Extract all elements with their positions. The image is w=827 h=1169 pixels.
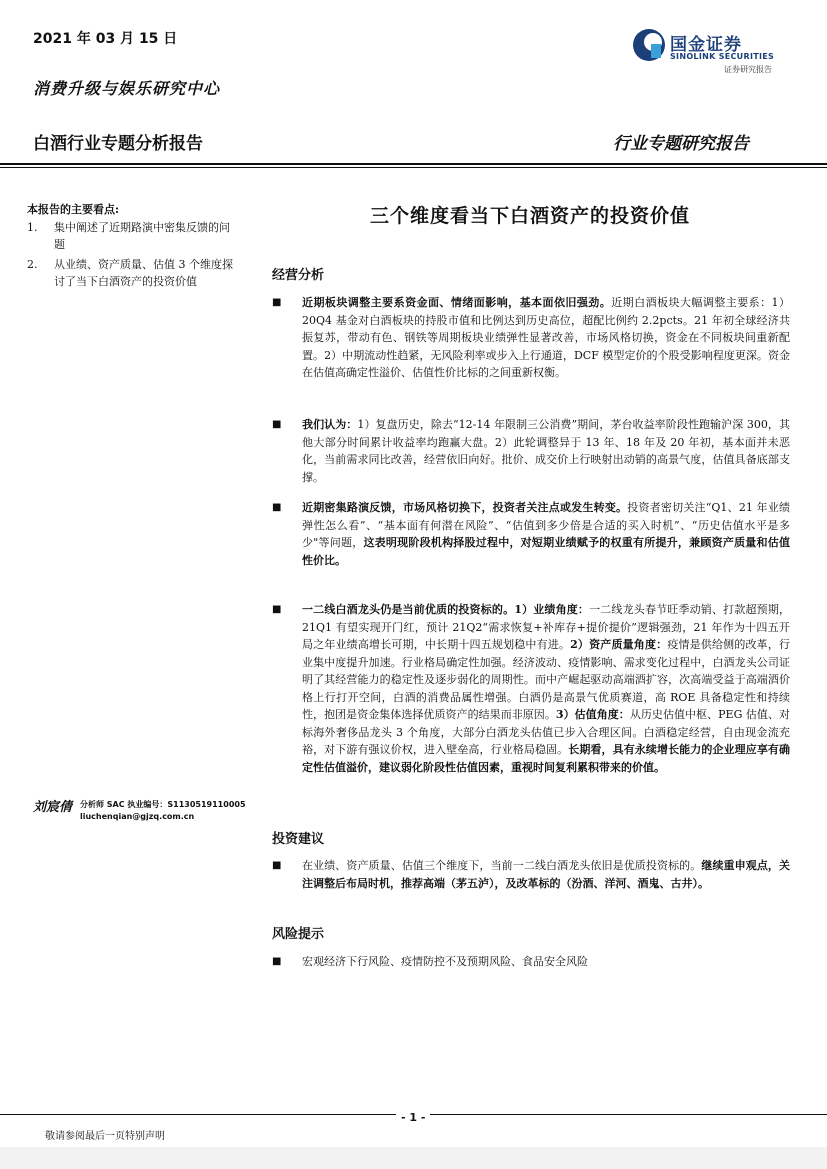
report-title: 白酒行业专题分析报告 bbox=[33, 134, 203, 154]
square-bullet-icon: ■ bbox=[272, 604, 282, 615]
square-bullet-icon: ■ bbox=[272, 297, 282, 308]
brand-name-en: SINOLINK SECURITIES bbox=[670, 52, 775, 61]
bullet-paragraph bbox=[272, 601, 790, 776]
sidebar-item bbox=[27, 256, 237, 290]
brand-logo bbox=[632, 28, 802, 76]
square-bullet-icon: ■ bbox=[272, 860, 282, 871]
bullet-paragraph bbox=[272, 953, 790, 971]
footer-disclaimer: 敬请参阅最后一页特别声明 bbox=[45, 1131, 165, 1142]
bullet-lead: 一二线白酒龙头仍是当前优质的投资标的。1）业绩角度： bbox=[302, 603, 590, 616]
analyst-license: 分析师 SAC 执业编号：S1130519110005 bbox=[80, 800, 246, 809]
sidebar-item-number: 2. bbox=[27, 258, 38, 271]
sidebar-item-text: 从业绩、资产质量、估值 3 个维度探讨了当下白酒资产的投资价值 bbox=[54, 258, 233, 288]
bullet-text: 疫情是供给侧的改革，行业集中度提升加速。行业格局确定性加强。经济波动、疫情影响、需求变化过程中，白酒龙头公司证明了其经营能力的稳定性及逐步弱化的周期性。而中产崛起驱动高端酒扩容，次高端受益于高端酒价格上行打开空间，白酒的消费品属性增强。白酒仍是高景气优质赛道，高 ROE 具备稳定性和持续性，抱团是资金集体选择优质资产的结果而非原因。 bbox=[302, 638, 791, 721]
bullet-paragraph bbox=[272, 416, 790, 486]
bullet-text: 近期白酒板块大幅调整主要系：1）20Q4 基金对白酒板块的持股市值和比例达到历史高位，超配比例约 2.2pcts。21 年初全球经济共振复苏，带动有色、钢铁等周期板块业绩弹性显著改善，市场风格切换，资金在不同板块间重新配置。2）中期流动性趋紧，无风险利率或步入上行通道，DCF 模型定价的个股受影响程度更深。资金在估值高确定性溢价、估值性价比标的之间重新权衡。 bbox=[302, 296, 791, 379]
bullet-text: 在业绩、资产质量、估值三个维度下，当前一二线白酒龙头依旧是优质投资标的。 bbox=[302, 859, 702, 872]
research-center-name: 消费升级与娱乐研究中心 bbox=[33, 79, 221, 98]
bullet-emphasis: 这表明现阶段机构择股过程中，对短期业绩赋予的权重有所提升，兼顾资产质量和估值性价比。 bbox=[302, 536, 791, 567]
bullet-lead: 我们认为： bbox=[302, 418, 358, 431]
bullet-text: 宏观经济下行风险、疫情防控不及预期风险、食品安全风险 bbox=[302, 955, 588, 968]
footer-band bbox=[0, 1147, 827, 1169]
bullet-lead: 近期板块调整主要系资金面、情绪面影响，基本面依旧强劲。 bbox=[302, 296, 612, 309]
sinolink-logo-icon bbox=[632, 28, 666, 62]
bullet-emphasis: 继续重申观点，关注调整后布局时机，推荐高端（茅五泸），及改革标的（汾酒、洋河、酒鬼、古井）。 bbox=[302, 859, 791, 890]
bullet-paragraph bbox=[272, 294, 790, 382]
analyst-name: 刘宸倩 bbox=[33, 800, 73, 815]
bullet-text: 投资者密切关注“Q1、21 年业绩弹性怎么看”、“基本面有何潜在风险”、“估值到多少倍是合适的买入时机”、“历史估值水平是多少"等问题， bbox=[302, 501, 790, 549]
bullet-text: 从历史估值中枢、PEG 估值、对标海外奢侈品龙头 3 个角度，大部分白酒龙头估值已步入合理区间。白酒稳定经营，自由现金流充裕，对下游有强议价权，进入壁垒高，行业格局稳固。 bbox=[302, 708, 791, 756]
bullet-emphasis: 长期看，具有永续增长能力的企业理应享有确定性估值溢价，建议弱化阶段性估值因素，重视时间复利累积带来的价值。 bbox=[302, 743, 791, 774]
square-bullet-icon: ■ bbox=[272, 502, 282, 513]
section-heading-advice: 投资建议 bbox=[272, 832, 325, 847]
analyst-info bbox=[80, 799, 246, 823]
analyst-email: liuchenqian@gjzq.com.cn bbox=[80, 812, 195, 821]
bullet-text: 一二线龙头春节旺季动销、打款超预期，21Q1 有望实现开门红，预计 21Q2“需求恢复+补库存+提价提价”逻辑强劲，21 年作为十四五开局之年业绩高增长可期，中长期十四五规划稳中有进。 bbox=[302, 603, 790, 651]
square-bullet-icon: ■ bbox=[272, 419, 282, 430]
sidebar-item-number: 1. bbox=[27, 221, 38, 234]
bullet-subhead: 2）资产质量角度： bbox=[570, 638, 668, 651]
sidebar-item-text: 集中阐述了近期路演中密集反馈的问题 bbox=[54, 221, 230, 251]
main-title: 三个维度看当下白酒资产的投资价值 bbox=[369, 205, 690, 227]
header-divider-thin bbox=[0, 167, 827, 168]
bullet-text: 1）复盘历史，除去“12-14 年限制三公消费”期间，茅台收益率阶段性跑输沪深 300，其他大部分时间累计收益率均跑赢大盘。2）此轮调整异于 13 年、18 年及 20 年初，基本面并未恶化，当前需求同比改善，经营依旧向好。批价、成交价上行映射出动销的高景气度，估值具备底部支撑。 bbox=[302, 418, 790, 484]
brand-name-cn: 国金证券 bbox=[670, 35, 742, 55]
bullet-lead: 近期密集路演反馈，市场风格切换下，投资者关注点或发生转变。 bbox=[302, 501, 628, 514]
report-type: 行业专题研究报告 bbox=[613, 134, 749, 154]
page-number: - 1 - bbox=[396, 1111, 430, 1124]
bullet-paragraph bbox=[272, 857, 790, 892]
bullet-subhead: 3）估值角度： bbox=[555, 708, 630, 721]
bullet-paragraph bbox=[272, 499, 790, 569]
sidebar-item bbox=[27, 219, 237, 253]
section-heading-risk: 风险提示 bbox=[272, 927, 325, 942]
section-heading-analysis: 经营分析 bbox=[272, 268, 325, 283]
header-divider bbox=[0, 163, 827, 165]
report-date: 2021 年 03 月 15 日 bbox=[33, 31, 178, 47]
sidebar-heading: 本报告的主要看点: bbox=[27, 203, 120, 216]
brand-tagline: 证券研究报告 bbox=[724, 65, 772, 74]
square-bullet-icon: ■ bbox=[272, 956, 282, 967]
